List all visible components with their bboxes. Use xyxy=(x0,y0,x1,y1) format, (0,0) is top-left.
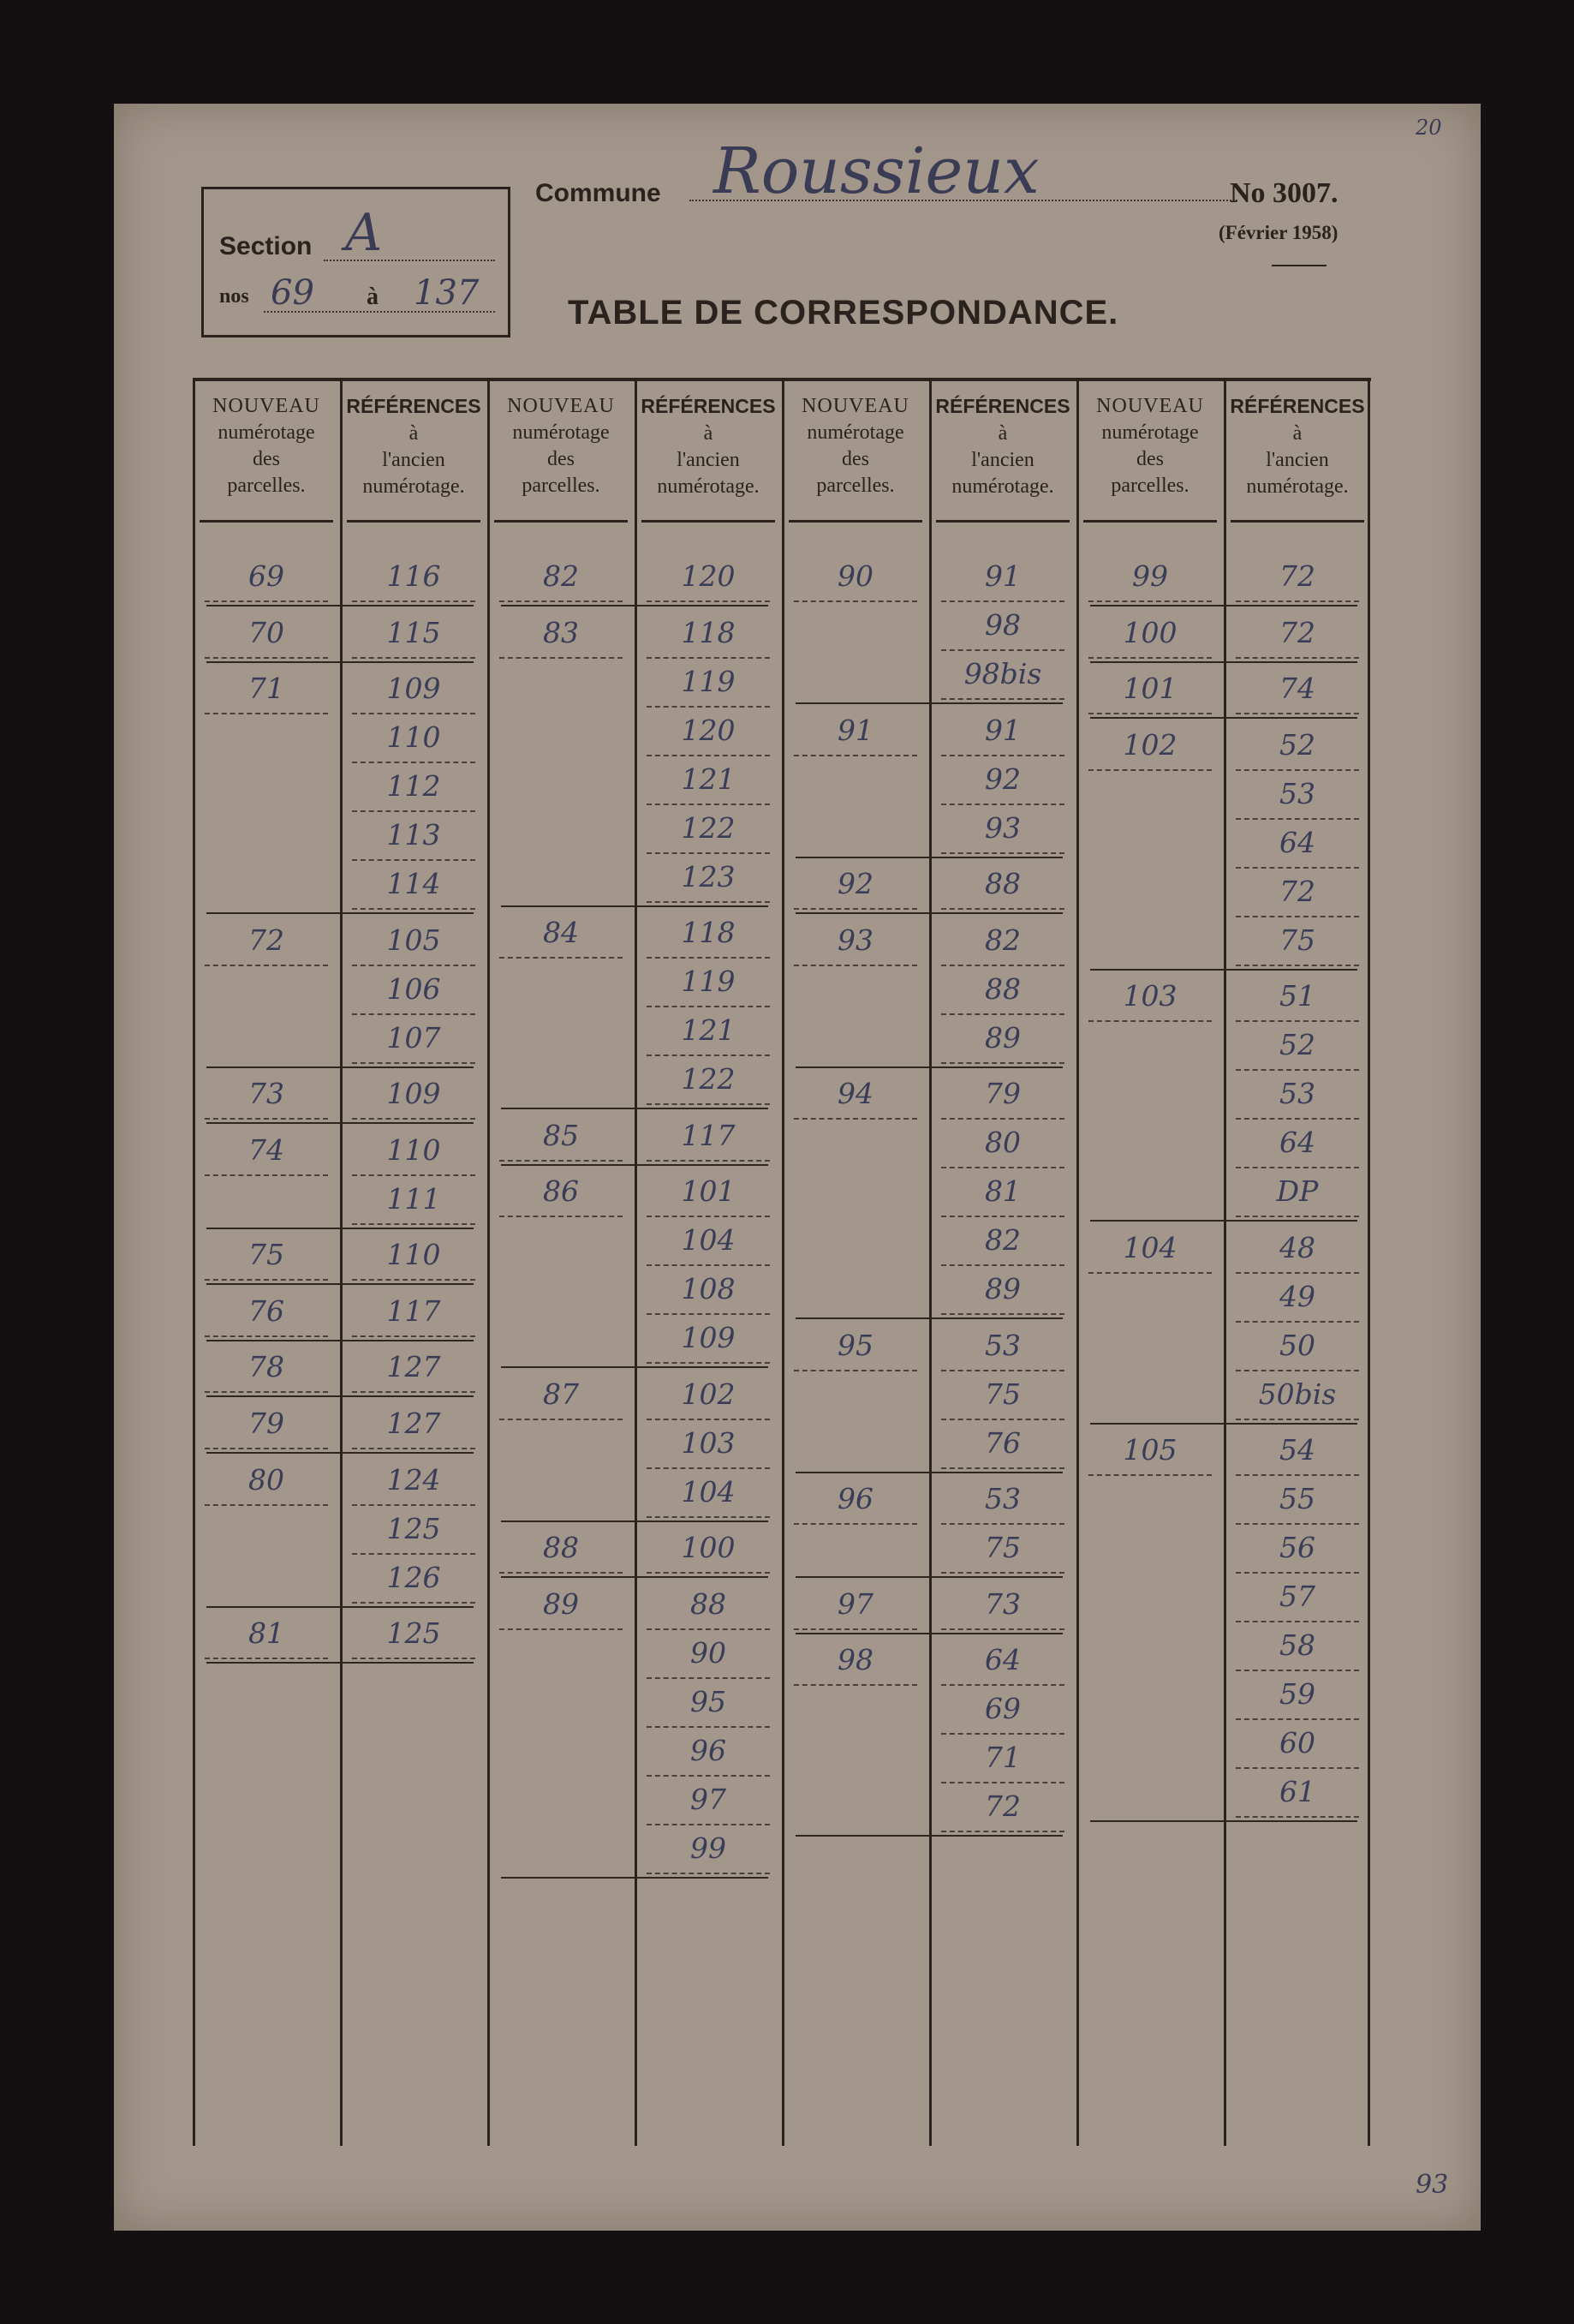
group-separator xyxy=(1090,605,1357,606)
group-separator xyxy=(206,1228,474,1229)
section-label: Section xyxy=(219,232,313,260)
old-parcel-reference: 92 xyxy=(941,756,1064,805)
old-parcel-reference: 81 xyxy=(941,1168,1064,1217)
old-parcel-reference: 57 xyxy=(1236,1573,1359,1622)
old-parcel-reference: 64 xyxy=(941,1636,1064,1686)
new-parcel-number: 87 xyxy=(499,1371,623,1420)
new-parcel-number: 74 xyxy=(205,1126,328,1176)
group-separator xyxy=(796,912,1063,914)
new-parcel-number: 72 xyxy=(205,917,328,966)
group-separator xyxy=(206,1340,474,1341)
old-parcel-reference: 121 xyxy=(647,756,770,805)
old-parcel-reference: 53 xyxy=(941,1475,1064,1525)
group-separator xyxy=(501,1576,768,1578)
range-to: 137 xyxy=(414,273,480,313)
column-line-4 xyxy=(782,381,784,2146)
new-parcel-number: 95 xyxy=(794,1322,917,1371)
old-parcel-reference: 50bis xyxy=(1236,1371,1359,1420)
old-parcel-reference: 99 xyxy=(647,1825,770,1874)
new-parcel-number: 73 xyxy=(205,1070,328,1120)
new-parcel-number: 80 xyxy=(205,1456,328,1506)
old-parcel-reference: 89 xyxy=(941,1014,1064,1064)
column-heading-text: RÉFÉRENCES xyxy=(641,395,776,417)
column-line-1 xyxy=(340,381,343,2146)
page-number: 93 xyxy=(1416,2170,1449,2200)
header-rule xyxy=(1083,520,1217,523)
old-parcel-reference: 118 xyxy=(647,909,770,959)
commune-value: Roussieux xyxy=(713,134,1040,208)
column-heading-text: NOUVEAU xyxy=(1096,395,1204,417)
old-parcel-reference: 71 xyxy=(941,1734,1064,1783)
old-parcel-reference: 117 xyxy=(352,1287,475,1337)
date-rule xyxy=(1272,265,1327,266)
old-parcel-reference: DP xyxy=(1236,1168,1359,1217)
column-subheading-text: numérotage xyxy=(512,421,610,444)
group-separator xyxy=(796,1576,1063,1578)
commune-dotline xyxy=(689,200,1237,201)
new-parcel-number: 69 xyxy=(205,553,328,602)
old-parcel-reference: 54 xyxy=(1236,1426,1359,1476)
old-parcel-reference: 88 xyxy=(647,1580,770,1630)
new-parcel-number: 93 xyxy=(794,917,917,966)
old-parcel-reference: 93 xyxy=(941,804,1064,854)
column-subheading-text: numérotage xyxy=(1101,421,1199,444)
old-parcel-reference: 109 xyxy=(647,1314,770,1364)
column-header-1 xyxy=(343,393,484,500)
new-parcel-number: 76 xyxy=(205,1287,328,1337)
old-parcel-reference: 95 xyxy=(647,1678,770,1728)
group-separator xyxy=(501,1108,768,1109)
old-parcel-reference: 91 xyxy=(941,707,1064,756)
group-separator xyxy=(1090,661,1357,663)
old-parcel-reference: 122 xyxy=(647,1055,770,1105)
column-header-7 xyxy=(1227,393,1368,500)
column-subheading-text: parcelles. xyxy=(522,475,600,497)
column-subheading-text: des xyxy=(253,448,280,470)
header-rule xyxy=(200,520,333,523)
old-parcel-reference: 111 xyxy=(352,1175,475,1225)
old-parcel-reference: 127 xyxy=(352,1400,475,1449)
column-subheading-text: l'ancien xyxy=(677,449,740,471)
old-parcel-reference: 108 xyxy=(647,1265,770,1315)
corner-mark: 20 xyxy=(1416,116,1442,140)
column-heading-text: RÉFÉRENCES xyxy=(346,395,481,417)
group-separator xyxy=(501,1164,768,1166)
old-parcel-reference: 119 xyxy=(647,658,770,708)
section-box xyxy=(201,187,510,338)
header-rule xyxy=(1231,520,1364,523)
new-parcel-number: 75 xyxy=(205,1231,328,1281)
column-line-0 xyxy=(193,381,195,2146)
group-separator xyxy=(206,605,474,606)
old-parcel-reference: 103 xyxy=(647,1419,770,1469)
column-heading-text: RÉFÉRENCES xyxy=(1230,395,1365,417)
old-parcel-reference: 59 xyxy=(1236,1670,1359,1720)
old-parcel-reference: 114 xyxy=(352,860,475,910)
new-parcel-number: 84 xyxy=(499,909,623,959)
group-separator xyxy=(1090,1820,1357,1822)
document-sheet xyxy=(114,104,1481,2231)
new-parcel-number: 98 xyxy=(794,1636,917,1686)
old-parcel-reference: 73 xyxy=(941,1580,1064,1630)
old-parcel-reference: 120 xyxy=(647,707,770,756)
column-subheading-text: numérotage xyxy=(807,421,904,444)
new-parcel-number: 101 xyxy=(1088,665,1212,714)
column-line-2 xyxy=(487,381,490,2146)
column-subheading-text: numérotage. xyxy=(362,475,465,498)
column-subheading-text: à xyxy=(1292,422,1303,445)
old-parcel-reference: 58 xyxy=(1236,1622,1359,1671)
old-parcel-reference: 125 xyxy=(352,1505,475,1555)
group-separator xyxy=(796,702,1063,704)
correspondence-table xyxy=(193,378,1371,2146)
column-subheading-text: parcelles. xyxy=(1111,475,1189,497)
old-parcel-reference: 82 xyxy=(941,917,1064,966)
old-parcel-reference: 119 xyxy=(647,958,770,1007)
column-heading-text: RÉFÉRENCES xyxy=(935,395,1070,417)
old-parcel-reference: 110 xyxy=(352,1231,475,1281)
section-dotline xyxy=(324,260,495,261)
old-parcel-reference: 72 xyxy=(1236,868,1359,917)
old-parcel-reference: 90 xyxy=(647,1629,770,1679)
old-parcel-reference: 109 xyxy=(352,1070,475,1120)
column-subheading-text: numérotage. xyxy=(1246,475,1349,498)
column-heading-text: NOUVEAU xyxy=(212,395,320,417)
old-parcel-reference: 120 xyxy=(647,553,770,602)
old-parcel-reference: 98bis xyxy=(941,650,1064,700)
old-parcel-reference: 64 xyxy=(1236,1119,1359,1168)
old-parcel-reference: 102 xyxy=(647,1371,770,1420)
new-parcel-number: 81 xyxy=(205,1610,328,1659)
group-separator xyxy=(796,1066,1063,1068)
column-heading-text: NOUVEAU xyxy=(507,395,615,417)
header-rule xyxy=(641,520,775,523)
column-header-4 xyxy=(785,393,926,499)
old-parcel-reference: 69 xyxy=(941,1685,1064,1735)
column-header-2 xyxy=(491,393,631,499)
old-parcel-reference: 106 xyxy=(352,965,475,1015)
old-parcel-reference: 104 xyxy=(647,1216,770,1266)
old-parcel-reference: 52 xyxy=(1236,721,1359,771)
group-separator xyxy=(206,1662,474,1664)
new-parcel-number: 83 xyxy=(499,609,623,659)
old-parcel-reference: 107 xyxy=(352,1014,475,1064)
page-title: TABLE DE CORRESPONDANCE. xyxy=(568,294,1119,332)
group-separator xyxy=(501,905,768,907)
group-separator xyxy=(206,1606,474,1608)
group-separator xyxy=(206,1452,474,1454)
section-value: A xyxy=(345,203,383,263)
commune-label: Commune xyxy=(535,179,661,207)
old-parcel-reference: 50 xyxy=(1236,1322,1359,1371)
old-parcel-reference: 105 xyxy=(352,917,475,966)
new-parcel-number: 96 xyxy=(794,1475,917,1525)
new-parcel-number: 78 xyxy=(205,1343,328,1393)
column-subheading-text: à xyxy=(408,422,419,445)
old-parcel-reference: 98 xyxy=(941,601,1064,651)
column-subheading-text: l'ancien xyxy=(971,449,1034,471)
old-parcel-reference: 126 xyxy=(352,1554,475,1604)
old-parcel-reference: 122 xyxy=(647,804,770,854)
old-parcel-reference: 49 xyxy=(1236,1273,1359,1323)
old-parcel-reference: 75 xyxy=(1236,917,1359,966)
old-parcel-reference: 55 xyxy=(1236,1475,1359,1525)
group-separator xyxy=(501,1366,768,1368)
old-parcel-reference: 76 xyxy=(941,1419,1064,1469)
range-dotline xyxy=(264,311,495,313)
old-parcel-reference: 123 xyxy=(647,853,770,903)
old-parcel-reference: 118 xyxy=(647,609,770,659)
old-parcel-reference: 116 xyxy=(352,553,475,602)
column-line-5 xyxy=(929,381,932,2146)
header-rule xyxy=(936,520,1070,523)
old-parcel-reference: 104 xyxy=(647,1468,770,1518)
old-parcel-reference: 121 xyxy=(647,1007,770,1056)
range-prefix: nos xyxy=(219,285,249,308)
old-parcel-reference: 88 xyxy=(941,860,1064,910)
old-parcel-reference: 110 xyxy=(352,714,475,763)
group-separator xyxy=(206,912,474,914)
old-parcel-reference: 64 xyxy=(1236,819,1359,869)
old-parcel-reference: 100 xyxy=(647,1524,770,1574)
old-parcel-reference: 124 xyxy=(352,1456,475,1506)
old-parcel-reference: 115 xyxy=(352,609,475,659)
column-header-0 xyxy=(196,393,337,499)
group-separator xyxy=(796,1317,1063,1319)
group-separator xyxy=(796,1633,1063,1634)
column-subheading-text: l'ancien xyxy=(1266,449,1329,471)
group-separator xyxy=(206,661,474,663)
new-parcel-number: 103 xyxy=(1088,972,1212,1022)
old-parcel-reference: 53 xyxy=(941,1322,1064,1371)
new-parcel-number: 104 xyxy=(1088,1224,1212,1274)
column-subheading-text: des xyxy=(547,448,575,470)
column-subheading-text: l'ancien xyxy=(382,449,445,471)
new-parcel-number: 89 xyxy=(499,1580,623,1630)
document-number: No 3007. xyxy=(1230,177,1338,209)
new-parcel-number: 86 xyxy=(499,1168,623,1217)
header-rule xyxy=(347,520,480,523)
old-parcel-reference: 74 xyxy=(1236,665,1359,714)
old-parcel-reference: 80 xyxy=(941,1119,1064,1168)
old-parcel-reference: 91 xyxy=(941,553,1064,602)
column-heading-text: NOUVEAU xyxy=(802,395,909,417)
old-parcel-reference: 117 xyxy=(647,1112,770,1162)
group-separator xyxy=(796,1472,1063,1473)
column-subheading-text: parcelles. xyxy=(816,475,895,497)
old-parcel-reference: 97 xyxy=(647,1776,770,1825)
column-subheading-text: des xyxy=(1136,448,1164,470)
old-parcel-reference: 127 xyxy=(352,1343,475,1393)
new-parcel-number: 105 xyxy=(1088,1426,1212,1476)
group-separator xyxy=(206,1122,474,1124)
new-parcel-number: 82 xyxy=(499,553,623,602)
new-parcel-number: 88 xyxy=(499,1524,623,1574)
old-parcel-reference: 51 xyxy=(1236,972,1359,1022)
group-separator xyxy=(501,1520,768,1522)
new-parcel-number: 71 xyxy=(205,665,328,714)
old-parcel-reference: 75 xyxy=(941,1524,1064,1574)
old-parcel-reference: 56 xyxy=(1236,1524,1359,1574)
new-parcel-number: 90 xyxy=(794,553,917,602)
new-parcel-number: 85 xyxy=(499,1112,623,1162)
column-line-3 xyxy=(635,381,637,2146)
new-parcel-number: 70 xyxy=(205,609,328,659)
old-parcel-reference: 72 xyxy=(1236,609,1359,659)
old-parcel-reference: 112 xyxy=(352,762,475,812)
old-parcel-reference: 88 xyxy=(941,965,1064,1015)
range-from: 69 xyxy=(271,273,314,313)
new-parcel-number: 92 xyxy=(794,860,917,910)
old-parcel-reference: 89 xyxy=(941,1265,1064,1315)
new-parcel-number: 99 xyxy=(1088,553,1212,602)
new-parcel-number: 79 xyxy=(205,1400,328,1449)
old-parcel-reference: 113 xyxy=(352,811,475,861)
document-date: (Février 1958) xyxy=(1219,222,1338,243)
new-parcel-number: 102 xyxy=(1088,721,1212,771)
column-subheading-text: numérotage. xyxy=(657,475,760,498)
column-line-7 xyxy=(1224,381,1226,2146)
old-parcel-reference: 101 xyxy=(647,1168,770,1217)
column-subheading-text: à xyxy=(998,422,1008,445)
group-separator xyxy=(1090,717,1357,719)
group-separator xyxy=(501,605,768,606)
old-parcel-reference: 53 xyxy=(1236,770,1359,820)
old-parcel-reference: 75 xyxy=(941,1371,1064,1420)
group-separator xyxy=(206,1395,474,1397)
group-separator xyxy=(1090,1220,1357,1222)
old-parcel-reference: 48 xyxy=(1236,1224,1359,1274)
column-subheading-text: des xyxy=(842,448,869,470)
group-separator xyxy=(796,857,1063,858)
group-separator xyxy=(206,1066,474,1068)
column-subheading-text: numérotage. xyxy=(951,475,1054,498)
column-header-3 xyxy=(638,393,778,500)
group-separator xyxy=(501,1877,768,1879)
new-parcel-number: 91 xyxy=(794,707,917,756)
new-parcel-number: 97 xyxy=(794,1580,917,1630)
old-parcel-reference: 60 xyxy=(1236,1719,1359,1769)
column-subheading-text: à xyxy=(703,422,713,445)
new-parcel-number: 94 xyxy=(794,1070,917,1120)
column-subheading-text: parcelles. xyxy=(227,475,306,497)
old-parcel-reference: 72 xyxy=(1236,553,1359,602)
old-parcel-reference: 96 xyxy=(647,1727,770,1777)
group-separator xyxy=(206,1283,474,1285)
header-rule xyxy=(789,520,922,523)
column-header-5 xyxy=(933,393,1073,500)
column-line-6 xyxy=(1076,381,1079,2146)
header-rule xyxy=(494,520,628,523)
group-separator xyxy=(1090,1423,1357,1425)
old-parcel-reference: 82 xyxy=(941,1216,1064,1266)
old-parcel-reference: 61 xyxy=(1236,1768,1359,1818)
group-separator xyxy=(1090,969,1357,971)
old-parcel-reference: 110 xyxy=(352,1126,475,1176)
range-separator: à xyxy=(367,284,379,310)
old-parcel-reference: 125 xyxy=(352,1610,475,1659)
column-header-6 xyxy=(1080,393,1220,499)
old-parcel-reference: 53 xyxy=(1236,1070,1359,1120)
column-line-8 xyxy=(1368,381,1370,2146)
old-parcel-reference: 52 xyxy=(1236,1021,1359,1071)
column-subheading-text: numérotage xyxy=(218,421,315,444)
new-parcel-number: 100 xyxy=(1088,609,1212,659)
old-parcel-reference: 79 xyxy=(941,1070,1064,1120)
old-parcel-reference: 72 xyxy=(941,1783,1064,1832)
group-separator xyxy=(796,1835,1063,1837)
old-parcel-reference: 109 xyxy=(352,665,475,714)
